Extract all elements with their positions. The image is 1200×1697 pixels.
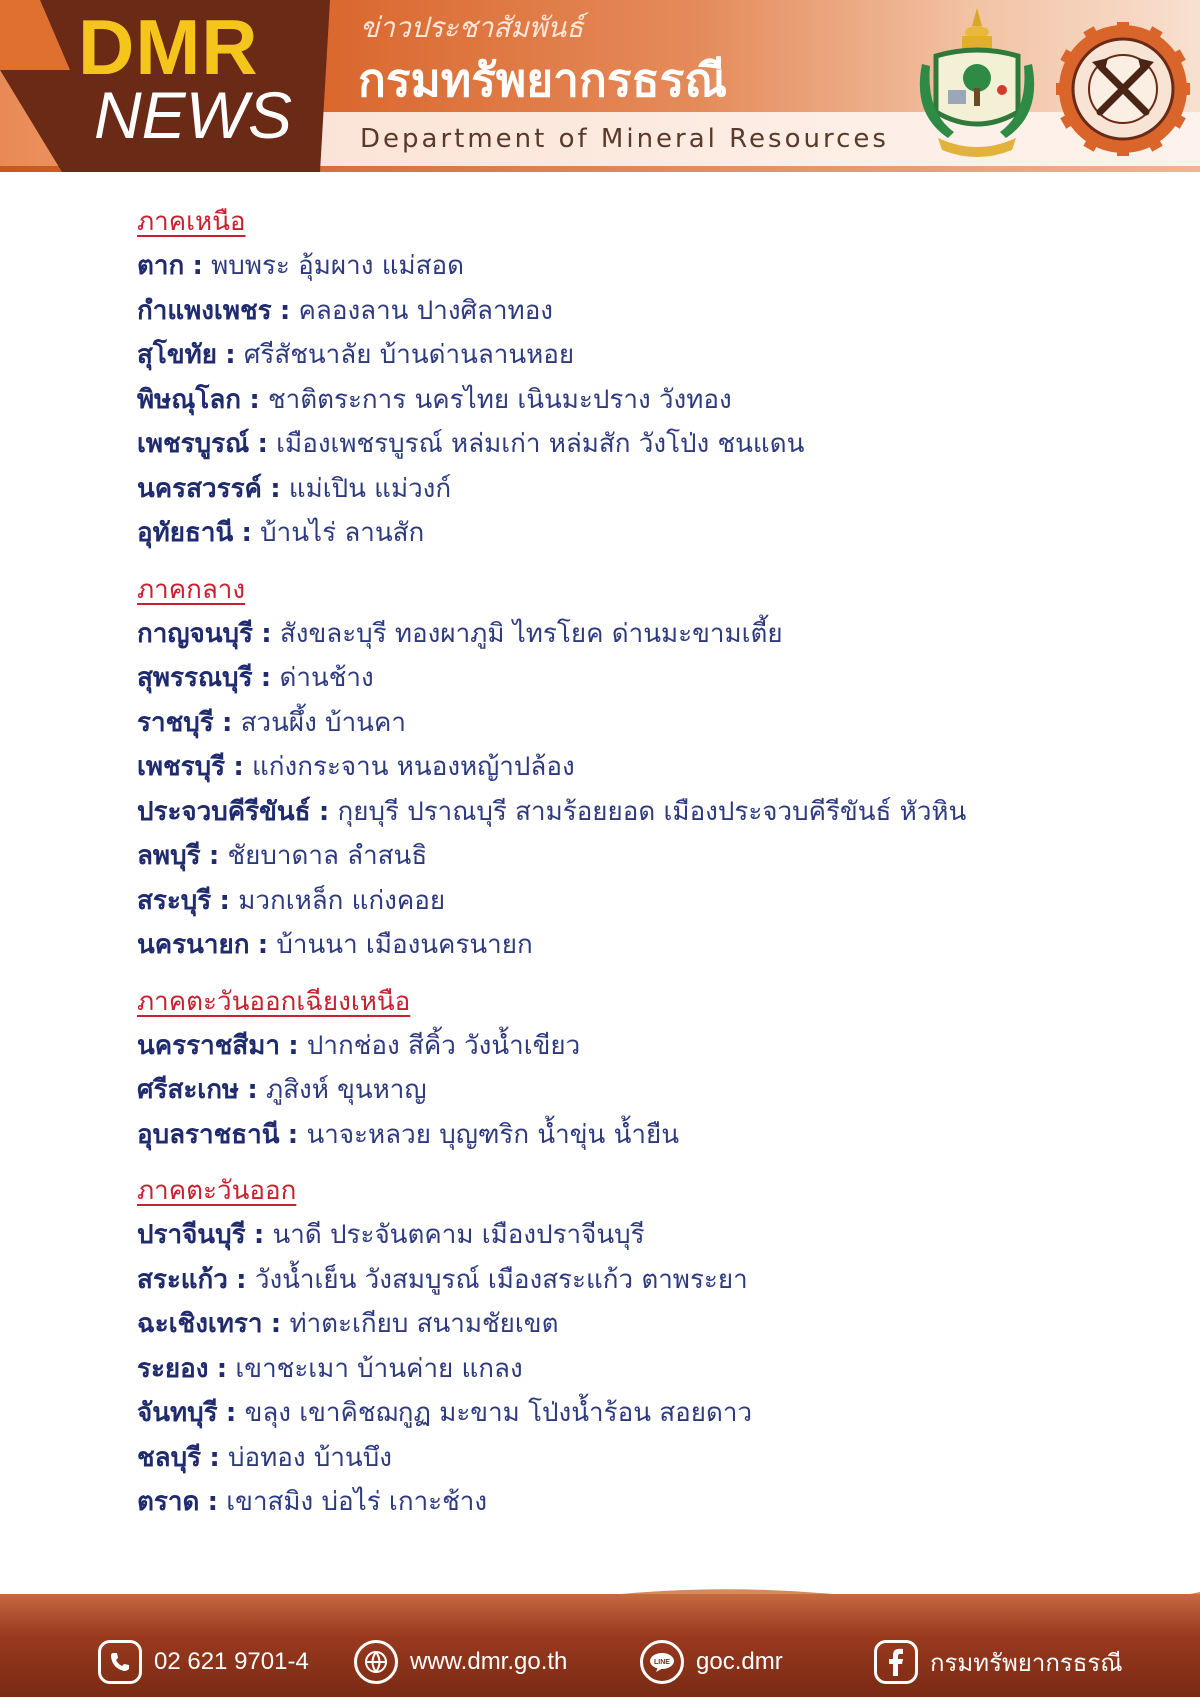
footer-contact-bar — [0, 1634, 1200, 1690]
province-places: แม่เปิน แม่วงก์ — [288, 473, 452, 504]
province-name: ปราจีนบุรี — [137, 1220, 246, 1250]
footer-phone[interactable] — [98, 1634, 309, 1690]
line-icon — [640, 1640, 684, 1684]
province-separator: : — [208, 841, 220, 871]
footer-website-text: www.dmr.go.th — [410, 1648, 568, 1675]
province-row — [137, 1480, 1137, 1525]
province-separator: : — [209, 1442, 220, 1473]
province-row — [137, 1213, 1137, 1258]
province-separator: : — [233, 752, 244, 782]
province-row — [137, 378, 1137, 423]
province-row — [137, 422, 1137, 467]
province-places: ด่านช้าง — [279, 663, 374, 693]
province-name: สระบุรี — [137, 885, 212, 916]
province-name: อุบลราชธานี — [137, 1119, 280, 1150]
province-places: ภูสิงห์ ขุนหาญ — [266, 1075, 427, 1105]
province-name: ประจวบคีรีขันธ์ — [137, 796, 311, 827]
ministry-emblem-icon — [908, 4, 1046, 162]
province-places: วังน้ำเย็น วังสมบูรณ์ เมืองสระแก้ว ตาพระยา — [254, 1264, 748, 1295]
province-separator: : — [247, 1075, 258, 1105]
header-kicker: ข่าวประชาสัมพันธ์ — [360, 11, 584, 44]
region-section — [137, 1171, 1137, 1525]
region-list — [137, 202, 1137, 1539]
province-row — [137, 790, 1137, 835]
header-banner — [0, 0, 1200, 172]
province-name: ตาก — [137, 251, 185, 281]
province-separator: : — [253, 1220, 265, 1250]
footer-line-text: goc.dmr — [696, 1648, 783, 1675]
province-places: สวนผึ้ง บ้านคา — [240, 707, 406, 738]
province-places: คลองลาน ปางศิลาทอง — [298, 295, 554, 326]
footer-facebook-text: กรมทรัพยากรธรณี — [930, 1649, 1123, 1677]
region-section — [137, 570, 1137, 968]
province-separator: : — [270, 473, 281, 504]
province-row — [137, 923, 1137, 968]
province-places: เขาชะเมา บ้านค่าย แกลง — [235, 1353, 523, 1384]
region-section — [137, 202, 1137, 556]
province-separator: : — [279, 295, 291, 326]
department-seal-icon — [1056, 22, 1190, 156]
region-title: ภาคเหนือ — [137, 207, 246, 237]
province-places: กุยบุรี ปราณบุรี สามร้อยยอด เมืองประจวบคีรีขันธ์ หัวหิน — [337, 796, 967, 827]
province-separator: : — [287, 1119, 299, 1150]
province-separator: : — [219, 885, 230, 916]
province-places: บ้านนา เมืองนครนายก — [276, 930, 533, 960]
province-row — [137, 244, 1137, 289]
province-separator: : — [288, 1030, 299, 1061]
header-subtitle: Department of Mineral Resources — [360, 124, 889, 154]
province-separator: : — [225, 1398, 237, 1428]
province-row — [137, 1068, 1137, 1113]
header-title: กรมทรัพยากรธรณี — [358, 53, 728, 107]
province-name: เพชรบูรณ์ — [137, 429, 250, 459]
province-row — [137, 1113, 1137, 1158]
province-row — [137, 511, 1137, 556]
region-title: ภาคกลาง — [137, 574, 246, 605]
province-places: พบพระ อุ้มผาง แม่สอด — [211, 251, 464, 281]
province-places: บ้านไร่ ลานสัก — [260, 518, 425, 548]
province-name: เพชรบุรี — [137, 752, 226, 782]
footer-phone-text: 02 621 9701-4 — [154, 1648, 309, 1675]
province-name: นครนายก — [137, 930, 250, 960]
province-places: ชัยบาดาล ลำสนธิ — [227, 841, 428, 871]
province-name: นครราชสีมา — [137, 1030, 280, 1061]
region-title: ภาคตะวันออกเฉียงเหนือ — [137, 986, 411, 1017]
province-row — [137, 1258, 1137, 1303]
province-separator: : — [241, 518, 252, 548]
province-row — [137, 1436, 1137, 1481]
province-row — [137, 467, 1137, 512]
province-separator: : — [236, 1264, 247, 1295]
logo-dmr-text: DMR — [78, 3, 259, 91]
province-separator: : — [221, 707, 233, 738]
province-places: ขลุง เขาคิชฌกูฏ มะขาม โป่งน้ำร้อน สอยดาว — [244, 1398, 753, 1428]
province-places: ชาติตระการ นครไทย เนินมะปราง วังทอง — [267, 384, 732, 415]
province-places: นาจะหลวย บุญฑริก น้ำขุ่น น้ำยืน — [306, 1119, 679, 1150]
province-name: จันทบุรี — [137, 1398, 218, 1428]
province-name: ศรีสะเกษ — [137, 1075, 240, 1105]
province-row — [137, 1391, 1137, 1436]
province-name: ชลบุรี — [137, 1442, 202, 1473]
province-name: ตราด — [137, 1487, 200, 1517]
province-places: เมืองเพชรบูรณ์ หล่มเก่า หล่มสัก วังโป่ง ชนแดน — [276, 429, 805, 459]
province-name: กาญจนบุรี — [137, 618, 253, 649]
province-separator: : — [260, 663, 272, 693]
province-name: พิษณุโลก — [137, 384, 242, 415]
logo-news-text: NEWS — [94, 78, 292, 152]
province-separator: : — [249, 384, 260, 415]
footer-facebook[interactable] — [874, 1634, 1123, 1690]
province-separator: : — [257, 930, 269, 960]
province-name: ลพบุรี — [137, 841, 201, 871]
province-separator: : — [261, 618, 272, 649]
province-separator: : — [207, 1487, 219, 1517]
province-row — [137, 612, 1137, 657]
province-row — [137, 1024, 1137, 1069]
province-name: นครสวรรค์ — [137, 473, 262, 504]
province-places: ศรีสัชนาลัย บ้านด่านลานหอย — [243, 340, 575, 370]
province-name: สุโขทัย — [137, 340, 217, 370]
facebook-icon — [874, 1640, 918, 1684]
province-places: นาดี ประจันตคาม เมืองปราจีนบุรี — [272, 1220, 645, 1250]
svg-text:LINE: LINE — [654, 1659, 670, 1666]
province-separator: : — [257, 429, 268, 459]
province-row — [137, 834, 1137, 879]
province-name: สระแก้ว — [137, 1264, 228, 1295]
province-places: แก่งกระจาน หนองหญ้าปล้อง — [252, 752, 575, 782]
province-row — [137, 1347, 1137, 1392]
province-row — [137, 879, 1137, 924]
province-row — [137, 656, 1137, 701]
province-name: สุพรรณบุรี — [137, 663, 253, 693]
province-name: ฉะเชิงเทรา — [137, 1309, 263, 1339]
province-separator: : — [318, 796, 330, 827]
province-row — [137, 289, 1137, 334]
province-name: กำแพงเพชร — [137, 295, 272, 326]
region-section — [137, 982, 1137, 1158]
footer-website[interactable] — [354, 1634, 567, 1690]
province-places: สังขละบุรี ทองผาภูมิ ไทรโยค ด่านมะขามเตี้ย — [279, 618, 783, 649]
province-row — [137, 333, 1137, 378]
province-name: ราชบุรี — [137, 707, 214, 738]
province-places: เขาสมิง บ่อไร่ เกาะช้าง — [226, 1487, 488, 1517]
province-row — [137, 701, 1137, 746]
province-separator: : — [270, 1309, 282, 1339]
globe-icon — [354, 1640, 398, 1684]
footer-line[interactable] — [640, 1634, 783, 1690]
province-row — [137, 745, 1137, 790]
province-row — [137, 1302, 1137, 1347]
province-places: ท่าตะเกียบ สนามชัยเขต — [289, 1309, 559, 1339]
province-places: ปากช่อง สีคิ้ว วังน้ำเขียว — [306, 1030, 581, 1061]
province-places: มวกเหล็ก แก่งคอย — [238, 885, 446, 916]
phone-icon — [98, 1640, 142, 1684]
province-separator: : — [192, 251, 203, 281]
province-name: อุทัยธานี — [137, 518, 234, 548]
province-name: ระยอง — [137, 1353, 209, 1384]
region-title: ภาคตะวันออก — [137, 1176, 297, 1206]
province-separator: : — [225, 340, 236, 370]
province-separator: : — [216, 1353, 228, 1384]
province-places: บ่อทอง บ้านบึง — [228, 1442, 392, 1473]
